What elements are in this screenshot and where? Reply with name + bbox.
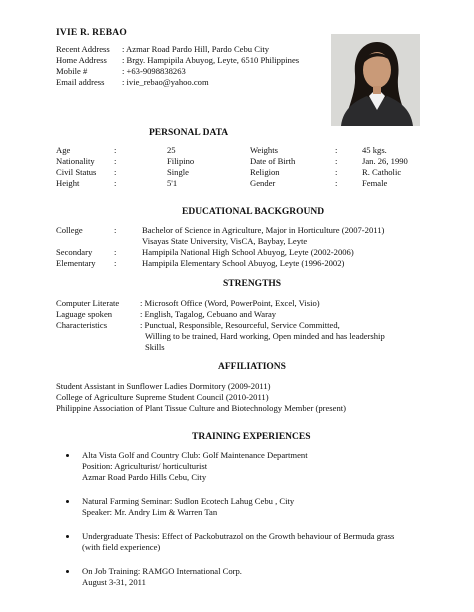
strength-value: Willing to be trained, Hard working, Open minded and has leadership xyxy=(145,331,385,341)
affiliations-title: AFFILIATIONS xyxy=(218,362,286,372)
personal-data-row xyxy=(56,145,436,156)
affiliation-item: College of Agriculture Supreme Student Council (2010-2011) xyxy=(56,392,269,402)
affiliation-item: Philippine Association of Plant Tissue Culture and Biotechnology Member (present) xyxy=(56,403,347,413)
contact-label: Mobile # xyxy=(56,66,88,76)
education-level: Secondary xyxy=(56,247,93,257)
education-colon: : xyxy=(114,247,117,257)
personal-data-row xyxy=(56,178,436,189)
strength-value: : Microsoft Office (Word, PowerPoint, Excel, Visio) xyxy=(140,298,320,308)
training-line: (with field experience) xyxy=(82,542,161,552)
training-line: Natural Farming Seminar: Sudlon Ecotech Lahug Cebu , City xyxy=(82,496,295,506)
profile-photo xyxy=(331,34,420,126)
contact-value: : Brgy. Hampipila Abuyog, Leyte, 6510 Philippines xyxy=(122,55,300,65)
field-colon: : xyxy=(335,145,338,155)
field-label: Religion xyxy=(250,167,280,177)
education-detail: Hampipila Elementary School Abuyog, Leyte (1996-2002) xyxy=(142,258,345,268)
training-line: Position: Agriculturist/ horticulturist xyxy=(82,461,208,471)
education-detail: Visayas State University, VisCA, Baybay, Leyte xyxy=(142,236,308,246)
strength-value: : Punctual, Responsible, Resourceful, Service Committed, xyxy=(140,320,340,330)
training-item xyxy=(60,496,412,518)
strength-row xyxy=(56,309,436,320)
strength-row xyxy=(56,331,436,342)
field-value: 25 xyxy=(167,145,176,155)
strengths-table xyxy=(56,298,436,353)
bullet-icon xyxy=(66,535,69,538)
strength-label: Laguage spoken xyxy=(56,309,113,319)
education-detail: Bachelor of Science in Agriculture, Major in Horticulture (2007-2011) xyxy=(142,225,385,235)
training-item xyxy=(60,566,412,588)
training-line: Azmar Road Pardo Hills Cebu, City xyxy=(82,472,207,482)
personal-data-row xyxy=(56,156,436,167)
education-level: Elementary xyxy=(56,258,96,268)
field-value: Female xyxy=(362,178,388,188)
strength-value: : English, Tagalog, Cebuano and Waray xyxy=(140,309,277,319)
portrait-illustration xyxy=(331,34,420,126)
personal-data-title: PERSONAL DATA xyxy=(149,128,229,138)
field-value: Filipino xyxy=(167,156,195,166)
education-row xyxy=(56,247,436,258)
field-colon: : xyxy=(335,178,338,188)
strength-row xyxy=(56,342,436,353)
education-title: EDUCATIONAL BACKGROUND xyxy=(182,207,325,217)
field-label: Nationality xyxy=(56,156,95,166)
training-line: Alta Vista Golf and Country Club: Golf Maintenance Department xyxy=(82,450,308,460)
field-colon: : xyxy=(114,167,117,177)
field-label: Civil Status xyxy=(56,167,97,177)
field-label: Weights xyxy=(250,145,278,155)
field-value: R. Catholic xyxy=(362,167,402,177)
field-colon: : xyxy=(335,167,338,177)
strengths-title: STRENGTHS xyxy=(223,279,282,289)
education-row xyxy=(56,236,436,247)
contact-label: Home Address xyxy=(56,55,107,65)
education-detail: Hampipila National High School Abuyog, Leyte (2002-2006) xyxy=(142,247,354,257)
training-title: TRAINING EXPERIENCES xyxy=(192,432,311,442)
bullet-icon xyxy=(66,570,69,573)
education-level: College xyxy=(56,225,83,235)
contact-label: Recent Address xyxy=(56,44,110,54)
strength-value: Skills xyxy=(145,342,165,352)
training-item xyxy=(60,450,412,483)
education-colon: : xyxy=(114,258,117,268)
contact-value: : ivie_rebao@yahoo.com xyxy=(122,77,209,87)
field-colon: : xyxy=(114,156,117,166)
contact-info xyxy=(56,44,299,88)
applicant-name: IVIE R. REBAO xyxy=(56,28,127,38)
bullet-icon xyxy=(66,500,69,503)
field-label: Height xyxy=(56,178,80,188)
education-row xyxy=(56,225,436,236)
field-value: 5'1 xyxy=(167,178,178,188)
contact-value: : +63-9098838263 xyxy=(122,66,186,76)
field-label: Date of Birth xyxy=(250,156,296,166)
contact-value: : Azmar Road Pardo Hill, Pardo Cebu City xyxy=(122,44,270,54)
training-line: Undergraduate Thesis: Effect of Packobutrazol on the Growth behaviour of Bermuda grass xyxy=(82,531,395,541)
field-label: Gender xyxy=(250,178,276,188)
field-colon: : xyxy=(335,156,338,166)
contact-label: Email address xyxy=(56,77,105,87)
personal-data-row xyxy=(56,167,436,178)
field-value: Jan. 26, 1990 xyxy=(362,156,408,166)
training-list xyxy=(60,450,412,601)
field-colon: : xyxy=(114,178,117,188)
strength-row xyxy=(56,320,436,331)
contact-row-mobile xyxy=(56,66,299,77)
personal-data-table xyxy=(56,145,436,189)
contact-row-email xyxy=(56,77,299,88)
strength-label: Characteristics xyxy=(56,320,108,330)
education-table xyxy=(56,225,436,269)
contact-row-home-address xyxy=(56,55,299,66)
training-line: On Job Training: RAMGO International Corp. xyxy=(82,566,242,576)
strength-label: Computer Literate xyxy=(56,298,120,308)
education-colon: : xyxy=(114,225,117,235)
field-colon: : xyxy=(114,145,117,155)
field-label: Age xyxy=(56,145,71,155)
field-value: 45 kgs. xyxy=(362,145,387,155)
affiliations-list xyxy=(56,381,346,414)
training-line: Speaker: Mr. Andry Lim & Warren Tan xyxy=(82,507,218,517)
strength-row xyxy=(56,298,436,309)
field-value: Single xyxy=(167,167,189,177)
bullet-icon xyxy=(66,454,69,457)
education-row xyxy=(56,258,436,269)
training-item xyxy=(60,531,412,553)
affiliation-item: Student Assistant in Sunflower Ladies Dormitory (2009-2011) xyxy=(56,381,271,391)
training-line: August 3-31, 2011 xyxy=(82,577,146,587)
contact-row-recent-address xyxy=(56,44,299,55)
